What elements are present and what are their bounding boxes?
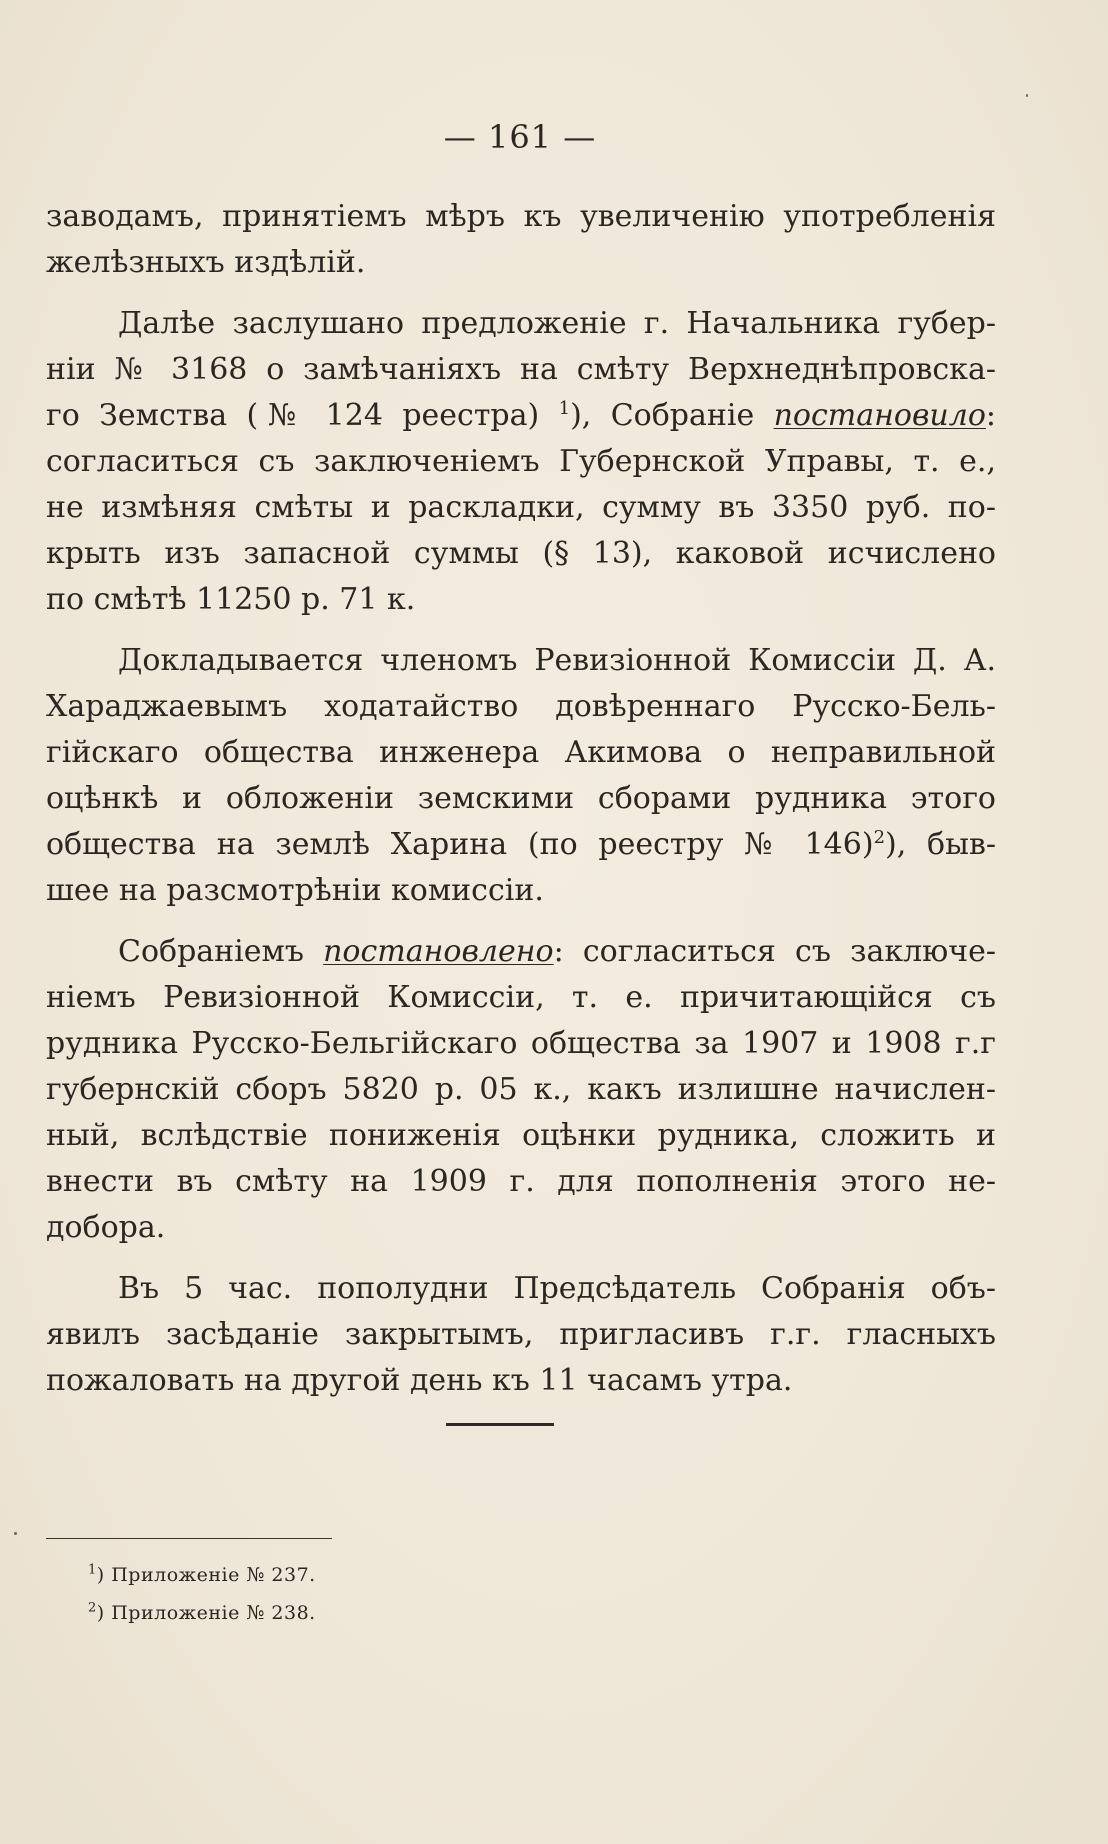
section-separator [446, 1423, 554, 1426]
text-line: добора. [46, 1210, 166, 1245]
text-line: шее на разсмотрѣніи комиссіи. [46, 873, 544, 908]
text-line: ніемъ Ревизіонной Комиссіи, т. е. причитающійся съ [46, 980, 996, 1015]
body-text [46, 194, 996, 1404]
footnote-marker[interactable]: 2 [873, 827, 886, 848]
text-line: рудника Русско-Бельгійскаго общества за 1907 и 1908 г.г [46, 1026, 996, 1061]
text-line: ніи № 3168 о замѣчаніяхъ на смѣту Верхнеднѣпровска- [46, 352, 996, 387]
emphasized-word: постановило [773, 398, 986, 433]
footnote-text: ) Приложеніе № 237. [96, 1564, 316, 1586]
text-line: заводамъ, принятіемъ мѣръ къ увеличенію употребленія [46, 199, 996, 234]
emphasized-word: постановлено [323, 934, 554, 969]
text-line: по смѣтѣ 11250 р. 71 к. [46, 582, 416, 617]
footnote-text: ) Приложеніе № 238. [96, 1602, 316, 1624]
footnote-marker[interactable]: 1 [558, 398, 571, 419]
text-line: Въ 5 час. пополудни Предсѣдатель Собранія объ- [118, 1271, 996, 1306]
paper-speck [1026, 94, 1028, 97]
footnote-number: 2 [88, 1600, 97, 1616]
text-line: го Земства (№ 124 реестра) $^1$), Собраніе постановило: [46, 398, 997, 433]
text-line: не измѣняя смѣты и раскладки, сумму въ 3350 руб. по- [46, 490, 996, 525]
text-line: губернскій сборъ 5820 р. 05 к., какъ излишне начислен- [46, 1072, 996, 1107]
footnote [88, 1594, 316, 1632]
text-line: оцѣнкѣ и обложеніи земскими сборами рудника этого [46, 781, 996, 816]
text-line: Хараджаевымъ ходатайство довѣреннаго Русско-Бель- [46, 689, 996, 724]
text-line: Далѣе заслушано предложеніе г. Начальника губер- [118, 306, 996, 341]
paper-speck [14, 1532, 17, 1535]
text-line: общества на землѣ Харина (по реестру № 146)$^2$), быв- [46, 827, 997, 862]
text-line: ный, вслѣдствіе пониженія оцѣнки рудника, сложить и [46, 1118, 996, 1153]
page-number: — 161 — [443, 118, 597, 156]
text-line: гійскаго общества инженера Акимова о неправильной [46, 735, 996, 770]
footnotes [88, 1556, 316, 1632]
text-line: Собраніемъ постановлено: согласиться съ заключе- [118, 934, 996, 969]
footnote-rule [46, 1538, 332, 1539]
text-line: явилъ засѣданіе закрытымъ, пригласивъ г.г. гласныхъ [46, 1317, 996, 1352]
text-line: внести въ смѣту на 1909 г. для пополненія этого не- [46, 1164, 996, 1199]
footnote-number: 1 [88, 1562, 97, 1578]
text-line: желѣзныхъ издѣлій. [46, 245, 366, 280]
text-line: согласиться съ заключеніемъ Губернской Управы, т. е., [46, 444, 996, 479]
text-line: крыть изъ запасной суммы (§ 13), каковой исчислено [46, 536, 996, 571]
footnote [88, 1556, 316, 1594]
text-line: Докладывается членомъ Ревизіонной Комиссіи Д. А. [118, 643, 996, 678]
text-line: пожаловать на другой день къ 11 часамъ утра. [46, 1363, 793, 1398]
